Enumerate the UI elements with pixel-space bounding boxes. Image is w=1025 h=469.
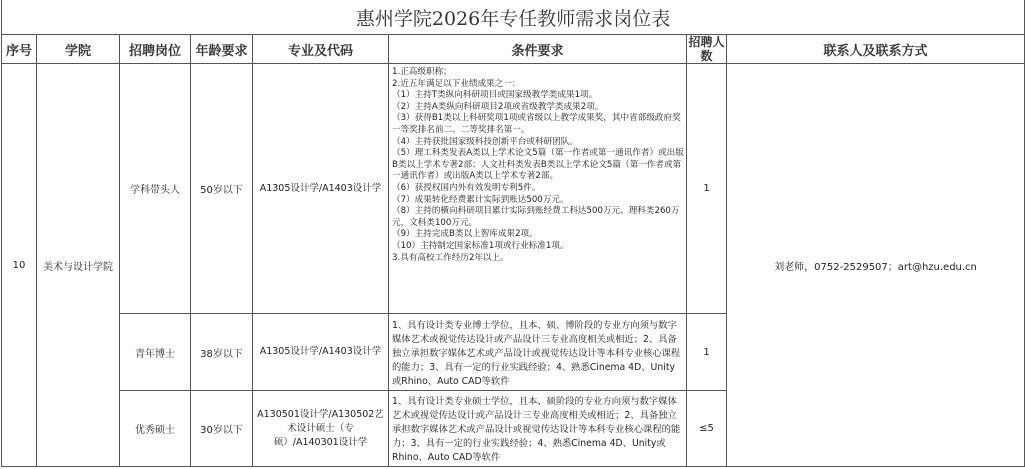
major-code: A130501设计学/A130502艺术设计硕士（专硕）/A140301设计学: [253, 391, 389, 467]
conditions: [389, 64, 687, 314]
condition-line: 2.近五年满足以下业绩成果之一：: [392, 78, 521, 89]
header-college: 学院: [37, 35, 120, 64]
condition-line: （6）获授权国内外有效发明专利5件。: [392, 182, 541, 193]
header-index: 序号: [2, 35, 37, 64]
hire-count: 1: [687, 64, 727, 314]
job-table: [1, 0, 1025, 467]
age-requirement: 30岁以下: [191, 391, 253, 467]
condition-line: （1）主持T类纵向科研项目或国家级教学类成果1项。: [392, 90, 598, 101]
table-row: [2, 64, 1025, 314]
hire-count: 1: [687, 314, 727, 391]
post-name: 优秀硕士: [120, 391, 191, 467]
post-name: 学科带头人: [120, 64, 191, 314]
header-count: 招聘人数: [688, 35, 725, 63]
hire-count: ≤5: [687, 391, 727, 467]
conditions: 1、具有设计类专业硕士学位，且本、硕阶段的专业方向须与数字媒体艺术或视觉传达设计或产品设计三专业高度相关或相近；2、具备独立承担数字媒体艺术或产品设计或视觉传达设计等本科专业核心课程的能力；3、具有一定的行业实践经验；4、熟悉Cinema 4D、Unity或Rhino、Auto CAD等软件: [389, 391, 687, 467]
row-college: 美术与设计学院: [37, 64, 120, 467]
condition-line: （5）理工科类发表A类以上学术论文5篇（第一作者或第一通讯作者）或出版B类以上学术专著2部；人文社科类发表B类以上学术论文5篇（第一作者或第一通讯作者）或出版A类以上学术专著2部。: [392, 148, 684, 182]
header-post: 招聘岗位: [120, 35, 191, 64]
condition-line: （3）获得B1类以上科研奖项1项或省级以上教学成果奖，其中省部级政府奖一等奖排名前二、二等奖排名第一。: [392, 113, 681, 135]
table-header: [2, 35, 1025, 64]
header-contact: 联系人及联系方式: [727, 35, 1025, 64]
condition-line: （9）主持完成B类以上智库成果2项。: [392, 229, 538, 240]
condition-line: （8）主持的横向科研项目累计实际到账经费工科达500万元、理科类260万元，文科类100万元。: [392, 206, 680, 228]
condition-line: 3.具有高校工作经历2年以上。: [392, 252, 509, 263]
contact-info: 刘老师，0752-2529507；art@hzu.edu.cn: [727, 64, 1025, 467]
header-major: 专业及代码: [253, 35, 389, 64]
condition-line: （10）主持制定国家标准1项或行业标准1项。: [392, 240, 569, 251]
row-index: 10: [2, 64, 37, 467]
page-title: 惠州学院2026年专任教师需求岗位表: [2, 0, 1025, 35]
header-age: 年龄要求: [191, 35, 253, 64]
post-name: 青年博士: [120, 314, 191, 391]
age-requirement: 50岁以下: [191, 64, 253, 314]
age-requirement: 38岁以下: [191, 314, 253, 391]
condition-line: （2）主持A类纵向科研项目2项或省级教学类成果2项。: [392, 101, 604, 112]
condition-line: （7）成果转化经费累计实际到账达500万元。: [392, 194, 569, 205]
condition-line: （4）主持获批国家级科技创新平台或科研团队。: [392, 136, 578, 147]
conditions: 1、具有设计类专业博士学位，且本、硕、博阶段的专业方向须与数字媒体艺术或视觉传达设计或产品设计三专业高度相关或相近；2、具备独立承担数字媒体艺术或产品设计或视觉传达设计等本科专业核心课程的能力；3、具有一定的行业实践经验；4、熟悉Cinema 4D、Unity或Rhino、Auto CAD等软件: [389, 314, 687, 391]
major-code: A1305设计学/A1403设计学: [253, 314, 389, 391]
major-code: A1305设计学/A1403设计学: [253, 64, 389, 314]
condition-line: 1.正高级职称；: [392, 67, 452, 77]
header-conditions: 条件要求: [389, 35, 687, 64]
